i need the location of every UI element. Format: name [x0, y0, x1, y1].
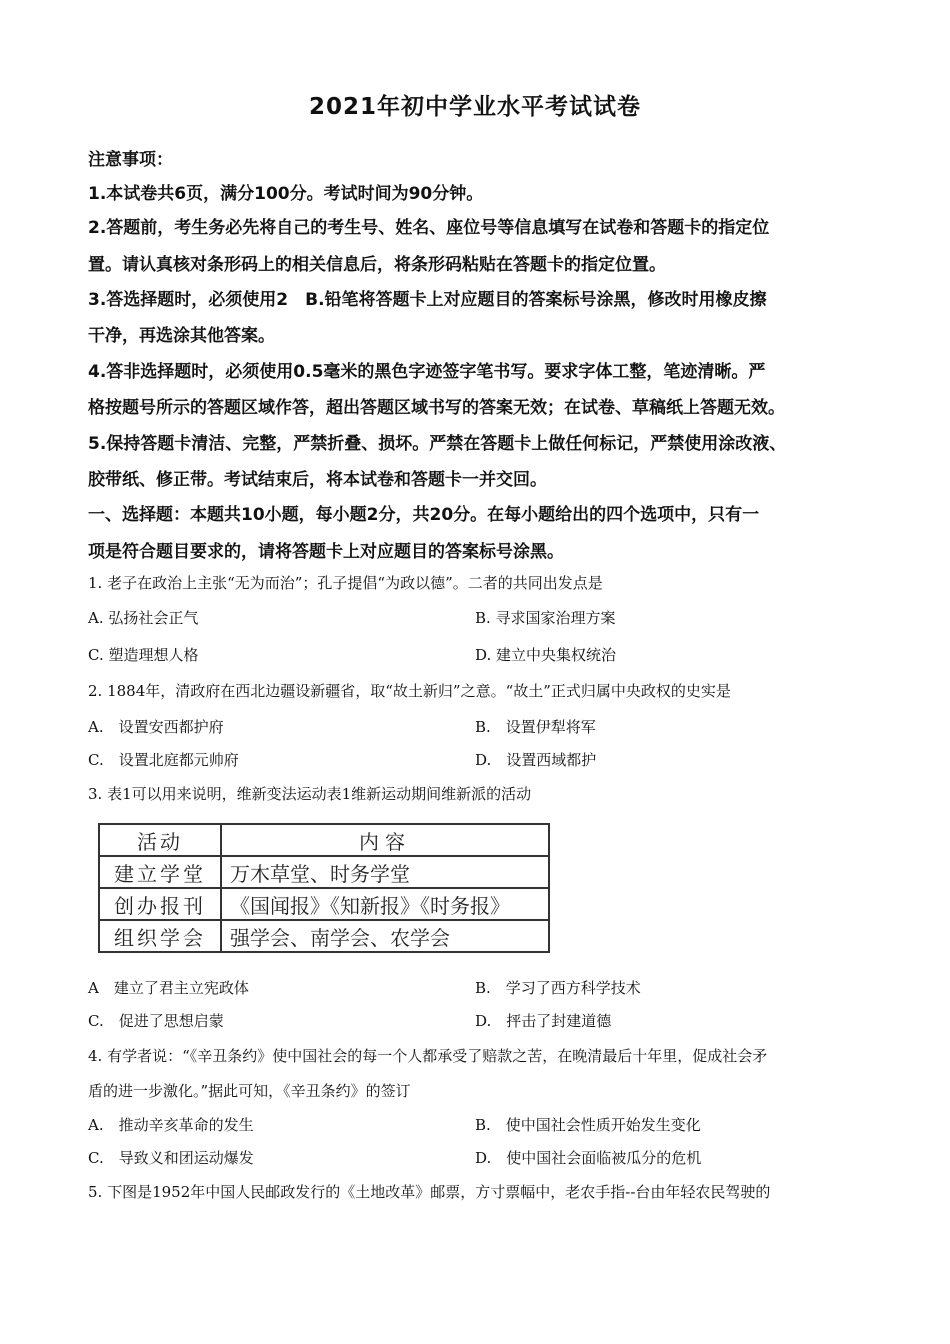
table-row	[99, 920, 549, 952]
q1-option-d: D. 建立中央集权统治	[475, 646, 617, 664]
q4-option-a: A. 推动辛亥革命的发生	[88, 1116, 254, 1134]
q4-option-d: D. 使中国社会面临被瓜分的危机	[475, 1149, 702, 1167]
table-header-cell: 活动	[99, 824, 221, 856]
exam-title: 2021年初中学业水平考试试卷	[308, 94, 641, 120]
notice-line: 1.本试卷共6页，满分100分。考试时间为90分钟。	[88, 184, 484, 204]
table-header-cell: 内容	[221, 824, 549, 856]
notice-line: 4.答非选择题时，必须使用0.5毫米的黑色字迹签字笔书写。要求字体工整，笔迹清晰。严	[88, 362, 766, 382]
question-4-stem: 4. 有学者说：“《辛丑条约》使中国社会的每一个人都承受了赔款之苦，在晚清最后十年里，促成社会矛	[88, 1047, 768, 1065]
notice-line: 2.答题前，考生务必先将自己的考生号、姓名、座位号等信息填写在试卷和答题卡的指定位	[88, 218, 770, 238]
q4-option-c: C. 导致义和团运动爆发	[88, 1149, 254, 1167]
table-cell: 万木草堂、时务学堂	[221, 856, 549, 888]
q1-option-a: A. 弘扬社会正气	[88, 609, 199, 627]
q3-option-d: D. 抨击了封建道德	[475, 1012, 612, 1030]
q1-option-c: C. 塑造理想人格	[88, 646, 199, 664]
activity-table	[98, 823, 550, 953]
q1-option-b: B. 寻求国家治理方案	[475, 609, 616, 627]
q2-option-d: D. 设置西域都护	[475, 751, 597, 769]
notice-line: 格按题号所示的答题区域作答，超出答题区域书写的答案无效；在试卷、草稿纸上答题无效。	[88, 398, 785, 418]
q3-option-a: A 建立了君主立宪政体	[88, 979, 249, 997]
table-cell: 《国闻报》《知新报》《时务报》	[221, 888, 549, 920]
table-cell: 创办报刊	[99, 888, 221, 920]
table-cell: 强学会、南学会、农学会	[221, 920, 549, 952]
notice-line: 3.答选择题时，必须使用2 B.铅笔将答题卡上对应题目的答案标号涂黑，修改时用橡皮擦	[88, 290, 767, 310]
table-row	[99, 888, 549, 920]
question-3-stem: 3. 表1可以用来说明，维新变法运动表1维新运动期间维新派的活动	[88, 785, 532, 803]
table-row	[99, 856, 549, 888]
table-cell: 组织学会	[99, 920, 221, 952]
question-2-stem: 2. 1884年，清政府在西北边疆设新疆省，取“故土新归”之意。“故土”正式归属中央政权的史实是	[88, 682, 731, 700]
table-header-row	[99, 824, 549, 856]
notice-line: 置。请认真核对条形码上的相关信息后，将条形码粘贴在答题卡的指定位置。	[88, 255, 666, 275]
q3-option-b: B. 学习了西方科学技术	[475, 979, 641, 997]
q2-option-c: C. 设置北庭都元帅府	[88, 751, 239, 769]
table-cell: 建立学堂	[99, 856, 221, 888]
q3-option-c: C. 促进了思想启蒙	[88, 1012, 224, 1030]
notice-line: 胶带纸、修正带。考试结束后，将本试卷和答题卡一并交回。	[88, 470, 547, 490]
question-4-stem-cont: 盾的进一步激化。”据此可知，《辛丑条约》的签订	[88, 1082, 411, 1100]
notice-heading: 注意事项：	[88, 150, 173, 170]
notice-line: 干净，再选涂其他答案。	[88, 326, 275, 346]
q4-option-b: B. 使中国社会性质开始发生变化	[475, 1116, 701, 1134]
notice-line: 5.保持答题卡清洁、完整，严禁折叠、损坏。严禁在答题卡上做任何标记，严禁使用涂改液、	[88, 434, 787, 454]
section-heading: 一、选择题：本题共10小题，每小题2分，共20分。在每小题给出的四个选项中，只有一	[88, 505, 760, 525]
question-5-stem: 5. 下图是1952年中国人民邮政发行的《土地改革》邮票，方寸票幅中，老农手指--台由年轻农民驾驶的	[88, 1183, 771, 1201]
section-heading: 项是符合题目要求的，请将答题卡上对应题目的答案标号涂黑。	[88, 542, 564, 562]
question-1-stem: 1. 老子在政治上主张“无为而治”；孔子提倡“为政以德”。二者的共同出发点是	[88, 574, 603, 592]
q2-option-a: A. 设置安西都护府	[88, 718, 224, 736]
q2-option-b: B. 设置伊犁将军	[475, 718, 596, 736]
